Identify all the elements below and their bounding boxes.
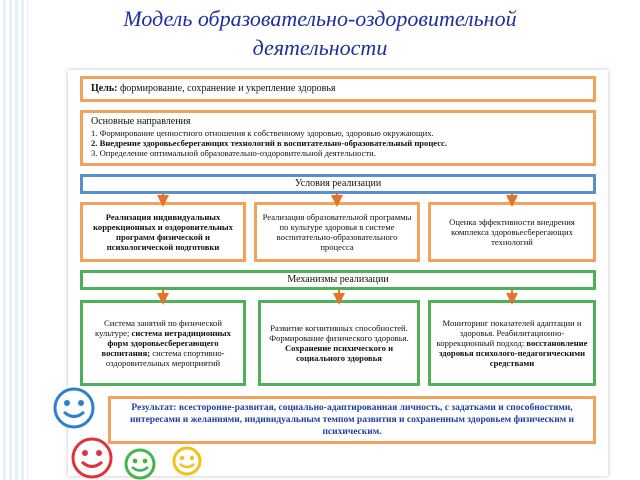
mechanism-1-bold: система нетрадиционных форм здоровьесберегающего воспитания; <box>101 328 231 358</box>
mechanism-2-bold: Сохранение психического и социального здоровья <box>284 343 394 363</box>
smiley-blue-icon <box>52 386 96 430</box>
direction-item-3: 3. Определение оптимальной образовательно-оздоровительной деятельности. <box>91 148 376 158</box>
goal-label: Цель: <box>91 83 118 94</box>
title-line-1: Модель образовательно-оздоровительной <box>123 6 517 31</box>
decorative-stripe <box>0 0 28 480</box>
mechanism-3-normal: Мониторинг показателей адаптации и здоровья. Реабилитационно-коррекционный подход: <box>436 318 582 348</box>
condition-text-3: Оценка эффективности внедрения комплекса здоровьесберегающих технологий <box>449 217 575 247</box>
smiley-green-icon <box>122 446 158 480</box>
goal-text: формирование, сохранение и укрепление здоровья <box>119 83 336 94</box>
diagram-panel <box>68 70 608 476</box>
mechanism-1-tail: система спортивно-оздоровительных мероприятий <box>105 348 225 368</box>
smiley-yellow-icon <box>170 444 204 478</box>
result-text: Результат: всесторонне-развитая, социально-адаптированная личность, с задатками и способностями, интересами и желаниями, индивидуальным темпом развития и сохраненным здоровьем физическим и психическим. <box>129 403 575 437</box>
mechanism-3-bold: восстановление здоровья психолого-педагогическими средствами <box>438 338 588 368</box>
page-title <box>40 4 600 62</box>
condition-text-1: Реализация индивидуальных коррекционных и оздоровительных программ физической и психологической подготовки <box>93 212 233 252</box>
smiley-red-icon <box>70 436 114 480</box>
mechanism-2-normal: Развитие когнитивных способностей. Формирование физического здоровья. <box>269 323 409 343</box>
title-line-2: деятельности <box>252 35 388 60</box>
condition-text-2: Реализация образовательной программы по культуре здоровья в системе воспитательно-образовательного процесса <box>262 212 412 252</box>
mechanisms-heading: Механизмы реализации <box>287 274 389 285</box>
arrows-layer <box>68 70 608 476</box>
direction-item-2: 2. Внедрение здоровьесберегающих технологий в воспитательно-образовательный процесс. <box>91 138 447 148</box>
direction-item-1: 1. Формирование ценностного отношения к собственному здоровью, здоровью окружающих. <box>91 128 434 138</box>
directions-heading: Основные направления <box>91 116 191 127</box>
mechanism-1-normal: Система занятий по физической культуре; <box>95 318 222 338</box>
conditions-heading: Условия реализации <box>294 178 382 189</box>
